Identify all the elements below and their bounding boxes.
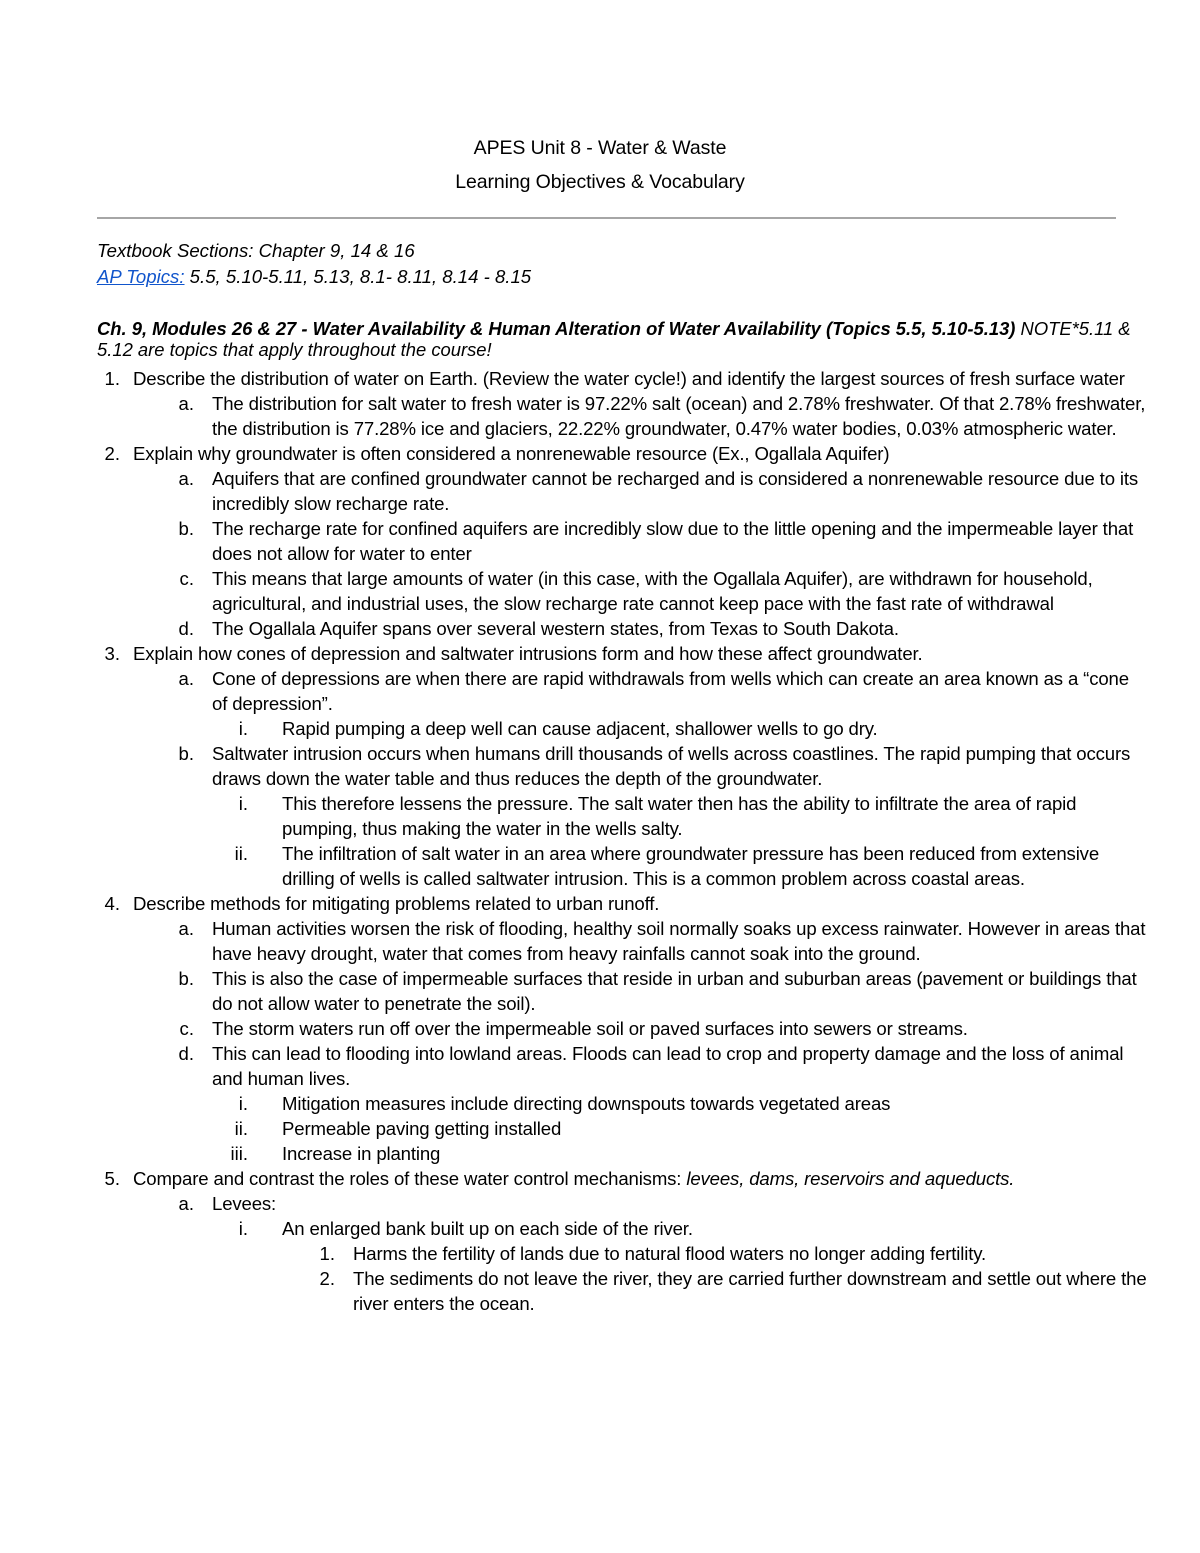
item-number: 3. (104, 643, 120, 664)
section-heading-title: Ch. 9, Modules 26 & 27 - Water Availability & Human Alteration of Water Availability (Topics 5.5, 5.10-5.13) (97, 318, 1016, 339)
item-text: This is also the case of impermeable surfaces that reside in urban and suburban areas (pavement or buildings that do not allow water to penetrate the soil). (212, 968, 1137, 1014)
item-text: Explain how cones of depression and saltwater intrusions form and how these affect groundwater. (133, 643, 923, 664)
item-roman: ii. (234, 843, 248, 864)
item-letter: d. (178, 1043, 194, 1064)
item-letter: b. (178, 518, 194, 539)
list-item (0, 516, 1200, 566)
item-text-main: Compare and contrast the roles of these water control mechanisms: (133, 1168, 687, 1189)
list-item (0, 441, 1200, 466)
item-text: Aquifers that are confined groundwater cannot be recharged and is considered a nonrenewable resource due to its incredibly slow recharge rate. (212, 468, 1139, 514)
list-item (0, 891, 1200, 916)
item-letter: d. (178, 618, 194, 639)
item-text: Human activities worsen the risk of flooding, healthy soil normally soaks up excess rainwater. However in areas that have heavy drought, water that comes from heavy rainfalls cannot soak into the ground. (212, 918, 1146, 964)
item-letter: a. (178, 393, 194, 414)
list-item (0, 1241, 1200, 1266)
section-heading (97, 318, 1142, 360)
item-letter: a. (178, 468, 194, 489)
item-letter: a. (178, 668, 194, 689)
document-title: APES Unit 8 - Water & Waste (473, 137, 727, 159)
list-item (0, 1141, 1200, 1166)
item-number: 1. (104, 368, 120, 389)
item-text: This can lead to flooding into lowland areas. Floods can lead to crop and property damage and the loss of animal and human lives. (212, 1043, 1124, 1089)
list-item (0, 466, 1200, 516)
item-text: The recharge rate for confined aquifers are incredibly slow due to the little opening and the impermeable layer that does not allow for water to enter (212, 518, 1134, 564)
item-roman: i. (238, 793, 248, 814)
item-text-emphasis: levees, dams, reservoirs and aqueducts. (686, 1168, 1015, 1189)
item-roman: i. (238, 1218, 248, 1239)
item-letter: c. (179, 568, 194, 589)
list-item (0, 741, 1200, 791)
list-item (0, 1191, 1200, 1216)
item-text: Describe methods for mitigating problems related to urban runoff. (133, 893, 660, 914)
list-item (0, 1266, 1200, 1316)
item-text: Levees: (212, 1193, 277, 1214)
item-text: Mitigation measures include directing downspouts towards vegetated areas (282, 1093, 891, 1114)
list-item (0, 1016, 1200, 1041)
list-item (0, 841, 1200, 891)
item-text (133, 1166, 1143, 1191)
item-text: The distribution for salt water to fresh water is 97.22% salt (ocean) and 2.78% freshwater. Of that 2.78% freshwater, the distribution is 77.28% ice and glaciers, 22.22% groundwater, 0.47% water bodies, 0.03% atmospheric water. (212, 393, 1146, 439)
item-number: 1. (319, 1243, 335, 1264)
ap-topics-line (97, 264, 531, 289)
list-item (0, 366, 1200, 391)
item-letter: c. (179, 1018, 194, 1039)
item-roman: i. (238, 718, 248, 739)
item-text: This therefore lessens the pressure. The salt water then has the ability to infiltrate the area of rapid pumping, thus making the water in the wells salty. (282, 793, 1077, 839)
item-number: 2. (104, 443, 120, 464)
item-text: Explain why groundwater is often considered a nonrenewable resource (Ex., Ogallala Aquifer) (133, 443, 890, 464)
item-text: The infiltration of salt water in an area where groundwater pressure has been reduced from extensive drilling of wells is called saltwater intrusion. This is a common problem across coastal areas. (282, 843, 1100, 889)
list-item (0, 1041, 1200, 1091)
list-item (0, 616, 1200, 641)
list-item (0, 916, 1200, 966)
item-number: 2. (319, 1268, 335, 1289)
list-item (0, 1216, 1200, 1241)
list-item (0, 1091, 1200, 1116)
horizontal-divider (97, 217, 1116, 219)
list-item (0, 1116, 1200, 1141)
item-roman: i. (238, 1093, 248, 1114)
item-text: Describe the distribution of water on Earth. (Review the water cycle!) and identify the largest sources of fresh surface water (133, 368, 1125, 389)
item-text: The storm waters run off over the impermeable soil or paved surfaces into sewers or streams. (212, 1018, 968, 1039)
item-text: Harms the fertility of lands due to natural flood waters no longer adding fertility. (353, 1243, 987, 1264)
document-subtitle: Learning Objectives & Vocabulary (455, 171, 745, 193)
list-item (0, 566, 1200, 616)
section-heading-note: NOTE*5.11 & 5.12 are topics that apply throughout the course! (97, 318, 1131, 360)
item-text: Increase in planting (282, 1143, 441, 1164)
item-roman: ii. (234, 1118, 248, 1139)
item-text: The sediments do not leave the river, they are carried further downstream and settle out where the river enters the ocean. (353, 1268, 1147, 1314)
item-letter: a. (178, 918, 194, 939)
item-text: The Ogallala Aquifer spans over several western states, from Texas to South Dakota. (212, 618, 899, 639)
item-roman: iii. (230, 1143, 248, 1164)
item-text: Rapid pumping a deep well can cause adjacent, shallower wells to go dry. (282, 718, 878, 739)
list-item (0, 391, 1200, 441)
item-text: An enlarged bank built up on each side of the river. (282, 1218, 693, 1239)
list-item (0, 1166, 1200, 1191)
item-letter: b. (178, 743, 194, 764)
ap-topics-link[interactable]: AP Topics: (97, 266, 185, 287)
item-letter: a. (178, 1193, 194, 1214)
list-item (0, 716, 1200, 741)
ap-topics-values: 5.5, 5.10-5.11, 5.13, 8.1- 8.11, 8.14 - 8.15 (184, 266, 532, 287)
item-text: Permeable paving getting installed (282, 1118, 562, 1139)
item-text: Cone of depressions are when there are rapid withdrawals from wells which can create an area known as a “cone of depression”. (212, 668, 1129, 714)
list-item (0, 666, 1200, 716)
item-text: This means that large amounts of water (in this case, with the Ogallala Aquifer), are withdrawn for household, agricultural, and industrial uses, the slow recharge rate cannot keep pace with the fast rate of withdrawal (212, 568, 1093, 614)
textbook-sections: Textbook Sections: Chapter 9, 14 & 16 (97, 240, 415, 261)
item-text: Saltwater intrusion occurs when humans drill thousands of wells across coastlines. The rapid pumping that occurs draws down the water table and thus reduces the depth of the groundwater. (212, 743, 1131, 789)
list-item (0, 641, 1200, 666)
item-number: 5. (104, 1168, 120, 1189)
objectives-list (0, 366, 1200, 1316)
item-number: 4. (104, 893, 120, 914)
list-item (0, 966, 1200, 1016)
item-letter: b. (178, 968, 194, 989)
list-item (0, 791, 1200, 841)
